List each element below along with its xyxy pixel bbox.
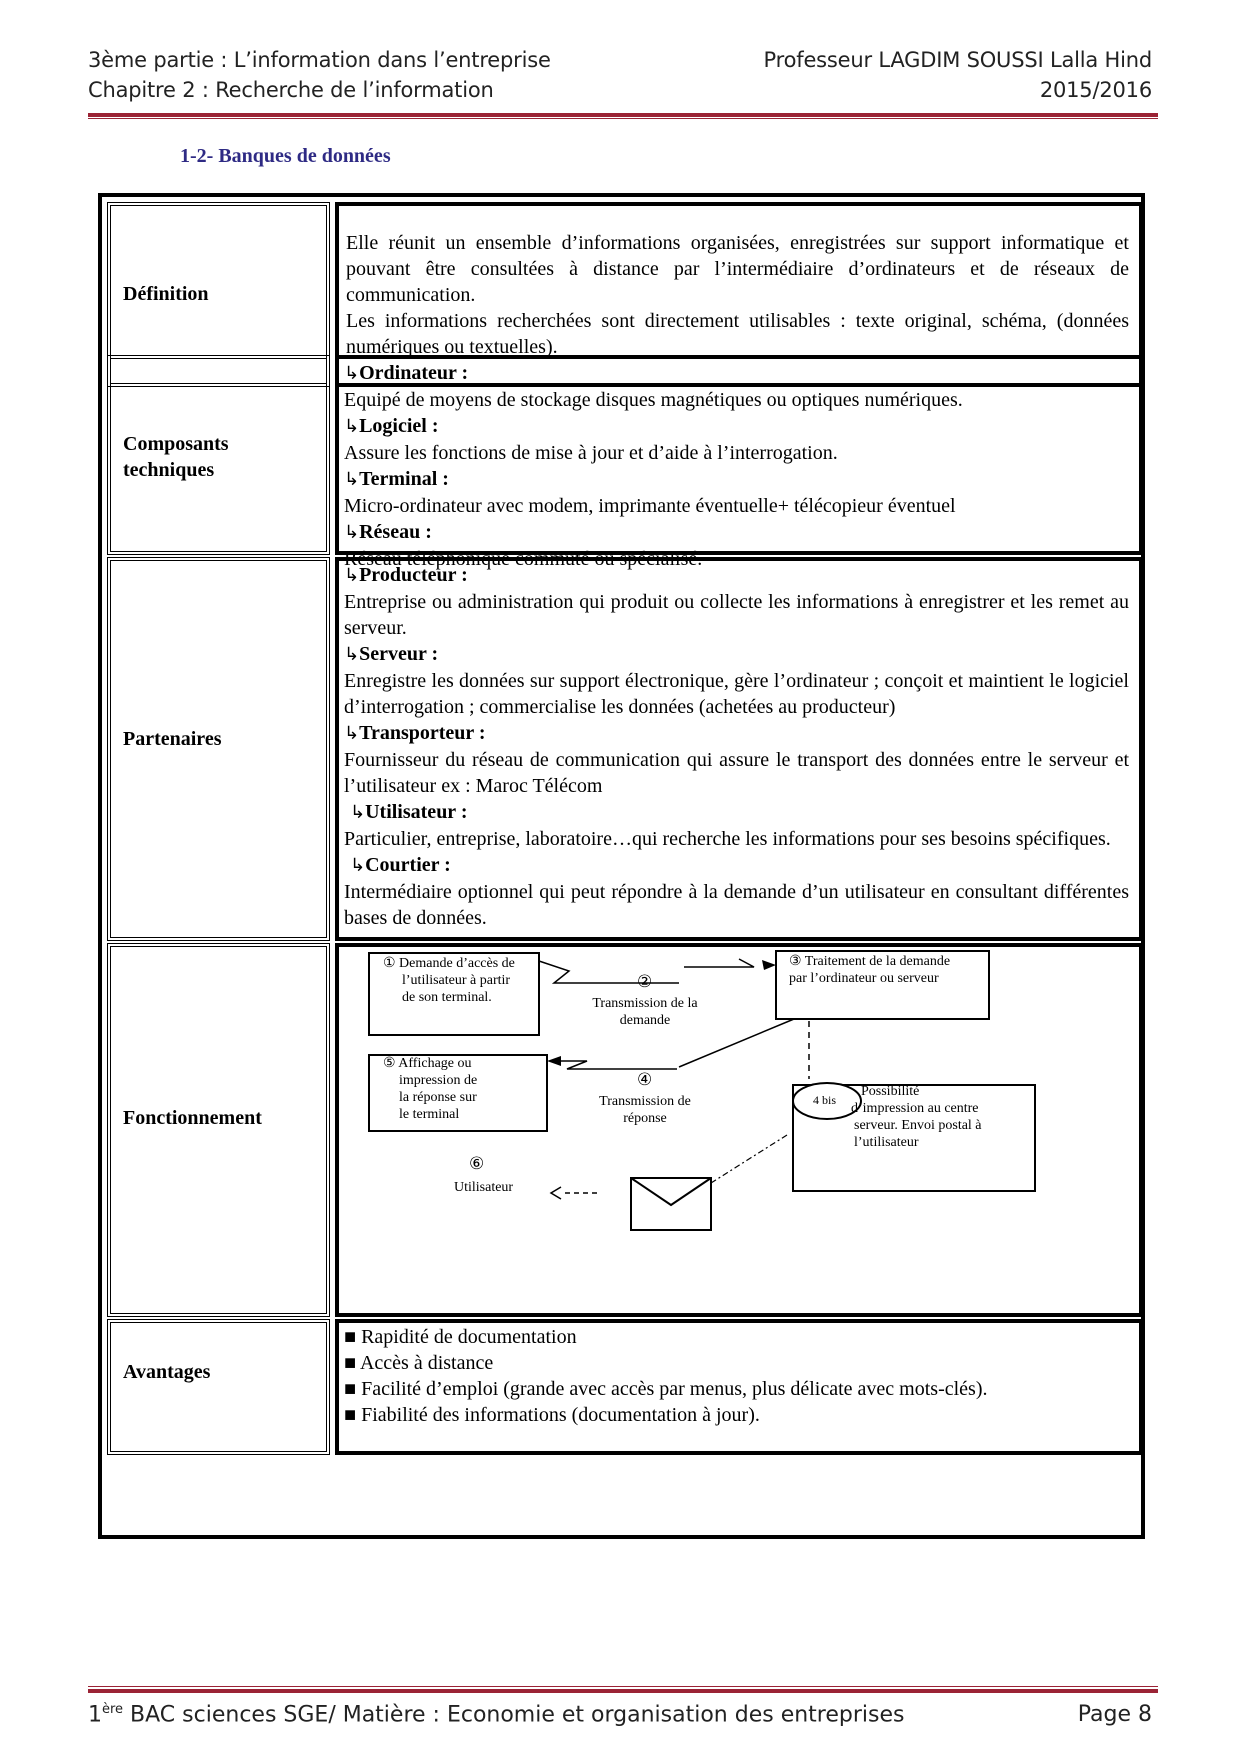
arrow-hooked-right-icon: ↳ [350, 802, 366, 823]
definition-label: Définition [123, 283, 209, 305]
fonctionnement-label: Fonctionnement [123, 1107, 262, 1129]
arrowhead-request [762, 960, 776, 970]
box-request-line2: l’utilisateur à partir [402, 973, 511, 988]
ellipse-4bis-label: 4 bis [813, 1093, 837, 1107]
definition-paragraph-2: Les informations recherchées sont directement utilisables : texte original, schéma, (données numériques ou textuelles). [346, 310, 1129, 358]
partenaire-desc-utilisateur: Particulier, entreprise, laboratoire…qui recherche les informations pour ses besoins spécifiques. [344, 828, 1111, 850]
box-display-text [383, 1055, 477, 1123]
box-display-line1: ⑤ Affichage ou [383, 1056, 472, 1071]
box-request-text [383, 955, 515, 1006]
composant-desc-reseau: Réseau téléphonique commuté ou spécialisé. [344, 548, 703, 570]
avantage-item: ■ Rapidité de documentation [344, 1326, 577, 1348]
box-print-line3: serveur. Envoi postal à [854, 1118, 982, 1133]
partenaire-title-serveur: Serveur : [359, 643, 439, 665]
header-part: 3ème partie : L’information dans l’entreprise [88, 48, 551, 72]
arrow-hooked-right-icon: ↳ [344, 416, 360, 437]
step4-text [575, 1093, 715, 1127]
avantage-item: ■ Facilité d’emploi (grande avec accès par menus, plus délicate avec mots-clés). [344, 1378, 988, 1400]
header-divider [88, 113, 1158, 117]
definition-paragraph-1: Elle réunit un ensemble d’informations organisées, enregistrées sur support informatique et pouvant être consultées à distance par l’intermédiaire d’ordinateurs et de réseaux de communication. [346, 232, 1129, 306]
box-processing-text [789, 953, 950, 987]
step4-line2: réponse [623, 1111, 667, 1126]
section-title: 1-2- Banques de données [180, 145, 391, 167]
partenaire-title-utilisateur: Utilisateur : [365, 801, 468, 823]
avantage-item: ■ Accès à distance [344, 1352, 494, 1374]
partenaire-desc-courtier: Intermédiaire optionnel qui peut répondre à la demande d’un utilisateur en consultant différentes bases de données. [344, 881, 1129, 929]
arrow-hooked-right-icon: ↳ [344, 469, 360, 490]
partenaires-label-cell [107, 557, 330, 941]
avantage-item: ■ Fiabilité des informations (documentation à jour). [344, 1404, 760, 1426]
step6-text: Utilisateur [454, 1180, 514, 1195]
composants-content-cell [335, 355, 1143, 570]
footer-course [88, 1702, 904, 1727]
arrow-hooked-right-icon: ↳ [344, 565, 360, 586]
header-professor: Professeur LAGDIM SOUSSI Lalla Hind [763, 48, 1152, 72]
composants-label [123, 431, 229, 483]
step2-line1: Transmission de la [592, 996, 698, 1011]
footer-level: 1 [88, 1702, 102, 1728]
partenaire-desc-transporteur: Fournisseur du réseau de communication qui assure le transport des données entre le serveur et l’utilisateur ex : Maroc Télécom [344, 749, 1129, 797]
partenaire-title-transporteur: Transporteur : [359, 722, 486, 744]
arrow-hooked-right-icon: ↳ [344, 522, 360, 543]
footer-divider-thin [88, 1686, 1158, 1687]
header-divider-thin [88, 118, 1158, 119]
arrow-hooked-right-icon: ↳ [344, 723, 360, 744]
step4-line1: Transmission de [599, 1094, 691, 1109]
header-year: 2015/2016 [1039, 78, 1152, 102]
box-print-center-text [851, 1083, 982, 1151]
definition-text [346, 230, 1129, 360]
box-display-line4: le terminal [399, 1107, 460, 1122]
composant-title-logiciel: Logiciel : [359, 415, 439, 437]
avantages-list [344, 1324, 1129, 1428]
fonctionnement-content-cell [335, 943, 1143, 1317]
box-processing-line1: ③ Traitement de la demande [789, 954, 951, 969]
link-request-segment2 [684, 959, 754, 967]
box-request-line3: de son terminal. [402, 990, 492, 1005]
step6-number: ⑥ [469, 1154, 485, 1173]
composants-label-cell [107, 355, 330, 555]
header-chapter: Chapitre 2 : Recherche de l’information [88, 78, 494, 102]
footer-divider [88, 1689, 1158, 1693]
footer-text: BAC sciences SGE/ Matière : Economie et organisation des entreprises [123, 1702, 905, 1728]
link-response-segment2 [559, 1061, 677, 1069]
partenaire-desc-serveur: Enregistre les données sur support électronique, gère l’ordinateur ; conçoit et maintient le logiciel d’interrogation ; commercialise les données (achetées au producteur) [344, 670, 1129, 718]
step2-line2: demande [619, 1013, 671, 1028]
avantages-label-cell [107, 1319, 330, 1455]
box-print-line4: l’utilisateur [854, 1135, 919, 1150]
footer-level-sup: ère [102, 1702, 124, 1717]
box-print-line2: d’impression au centre [851, 1101, 979, 1116]
partenaire-desc-producteur: Entreprise ou administration qui produit ou collecte les informations à enregistrer et les remet au serveur. [344, 591, 1129, 639]
fonctionnement-label-cell [107, 943, 330, 1317]
partenaires-list [344, 562, 1129, 931]
data-banks-table [98, 193, 1145, 1539]
link-print-to-mail [711, 1135, 787, 1183]
envelope-icon [631, 1178, 711, 1230]
box-print-line1: Possibilité [861, 1084, 920, 1099]
partenaire-title-producteur: Producteur : [359, 564, 468, 586]
composant-desc-terminal: Micro-ordinateur avec modem, imprimante éventuelle+ télécopieur éventuel [344, 495, 956, 517]
composant-title-reseau: Réseau : [359, 521, 432, 543]
composants-label-line1: Composants [123, 433, 229, 455]
composant-title-ordinateur: Ordinateur : [359, 362, 469, 384]
box-display-line3: la réponse sur [399, 1090, 477, 1105]
partenaire-title-courtier: Courtier : [365, 854, 451, 876]
arrow-hooked-right-icon: ↳ [350, 855, 366, 876]
composants-list [344, 360, 1129, 572]
composant-title-terminal: Terminal : [359, 468, 449, 490]
box-request-line1: ① Demande d’accès de [383, 956, 515, 971]
composant-desc-logiciel: Assure les fonctions de mise à jour et d’aide à l’interrogation. [344, 442, 838, 464]
box-processing-line2: par l’ordinateur ou serveur [789, 971, 939, 986]
arrowhead-response [547, 1056, 561, 1066]
step2-number: ② [637, 972, 653, 991]
arrowhead-mail-to-user [551, 1187, 561, 1199]
partenaires-label: Partenaires [123, 728, 222, 750]
footer-page-number: Page 8 [1077, 1702, 1152, 1727]
link-request-segment1 [539, 961, 679, 983]
partenaires-content-cell [335, 557, 1143, 941]
avantages-content-cell [335, 1319, 1143, 1455]
composant-desc-ordinateur: Equipé de moyens de stockage disques magnétiques ou optiques numériques. [344, 389, 963, 411]
step4-number: ④ [637, 1070, 653, 1089]
step2-text [575, 995, 715, 1029]
composants-label-line2: techniques [123, 459, 215, 481]
avantages-label: Avantages [123, 1361, 211, 1383]
box-display-line2: impression de [399, 1073, 478, 1088]
arrow-hooked-right-icon: ↳ [344, 644, 360, 665]
arrow-hooked-right-icon: ↳ [344, 363, 360, 384]
